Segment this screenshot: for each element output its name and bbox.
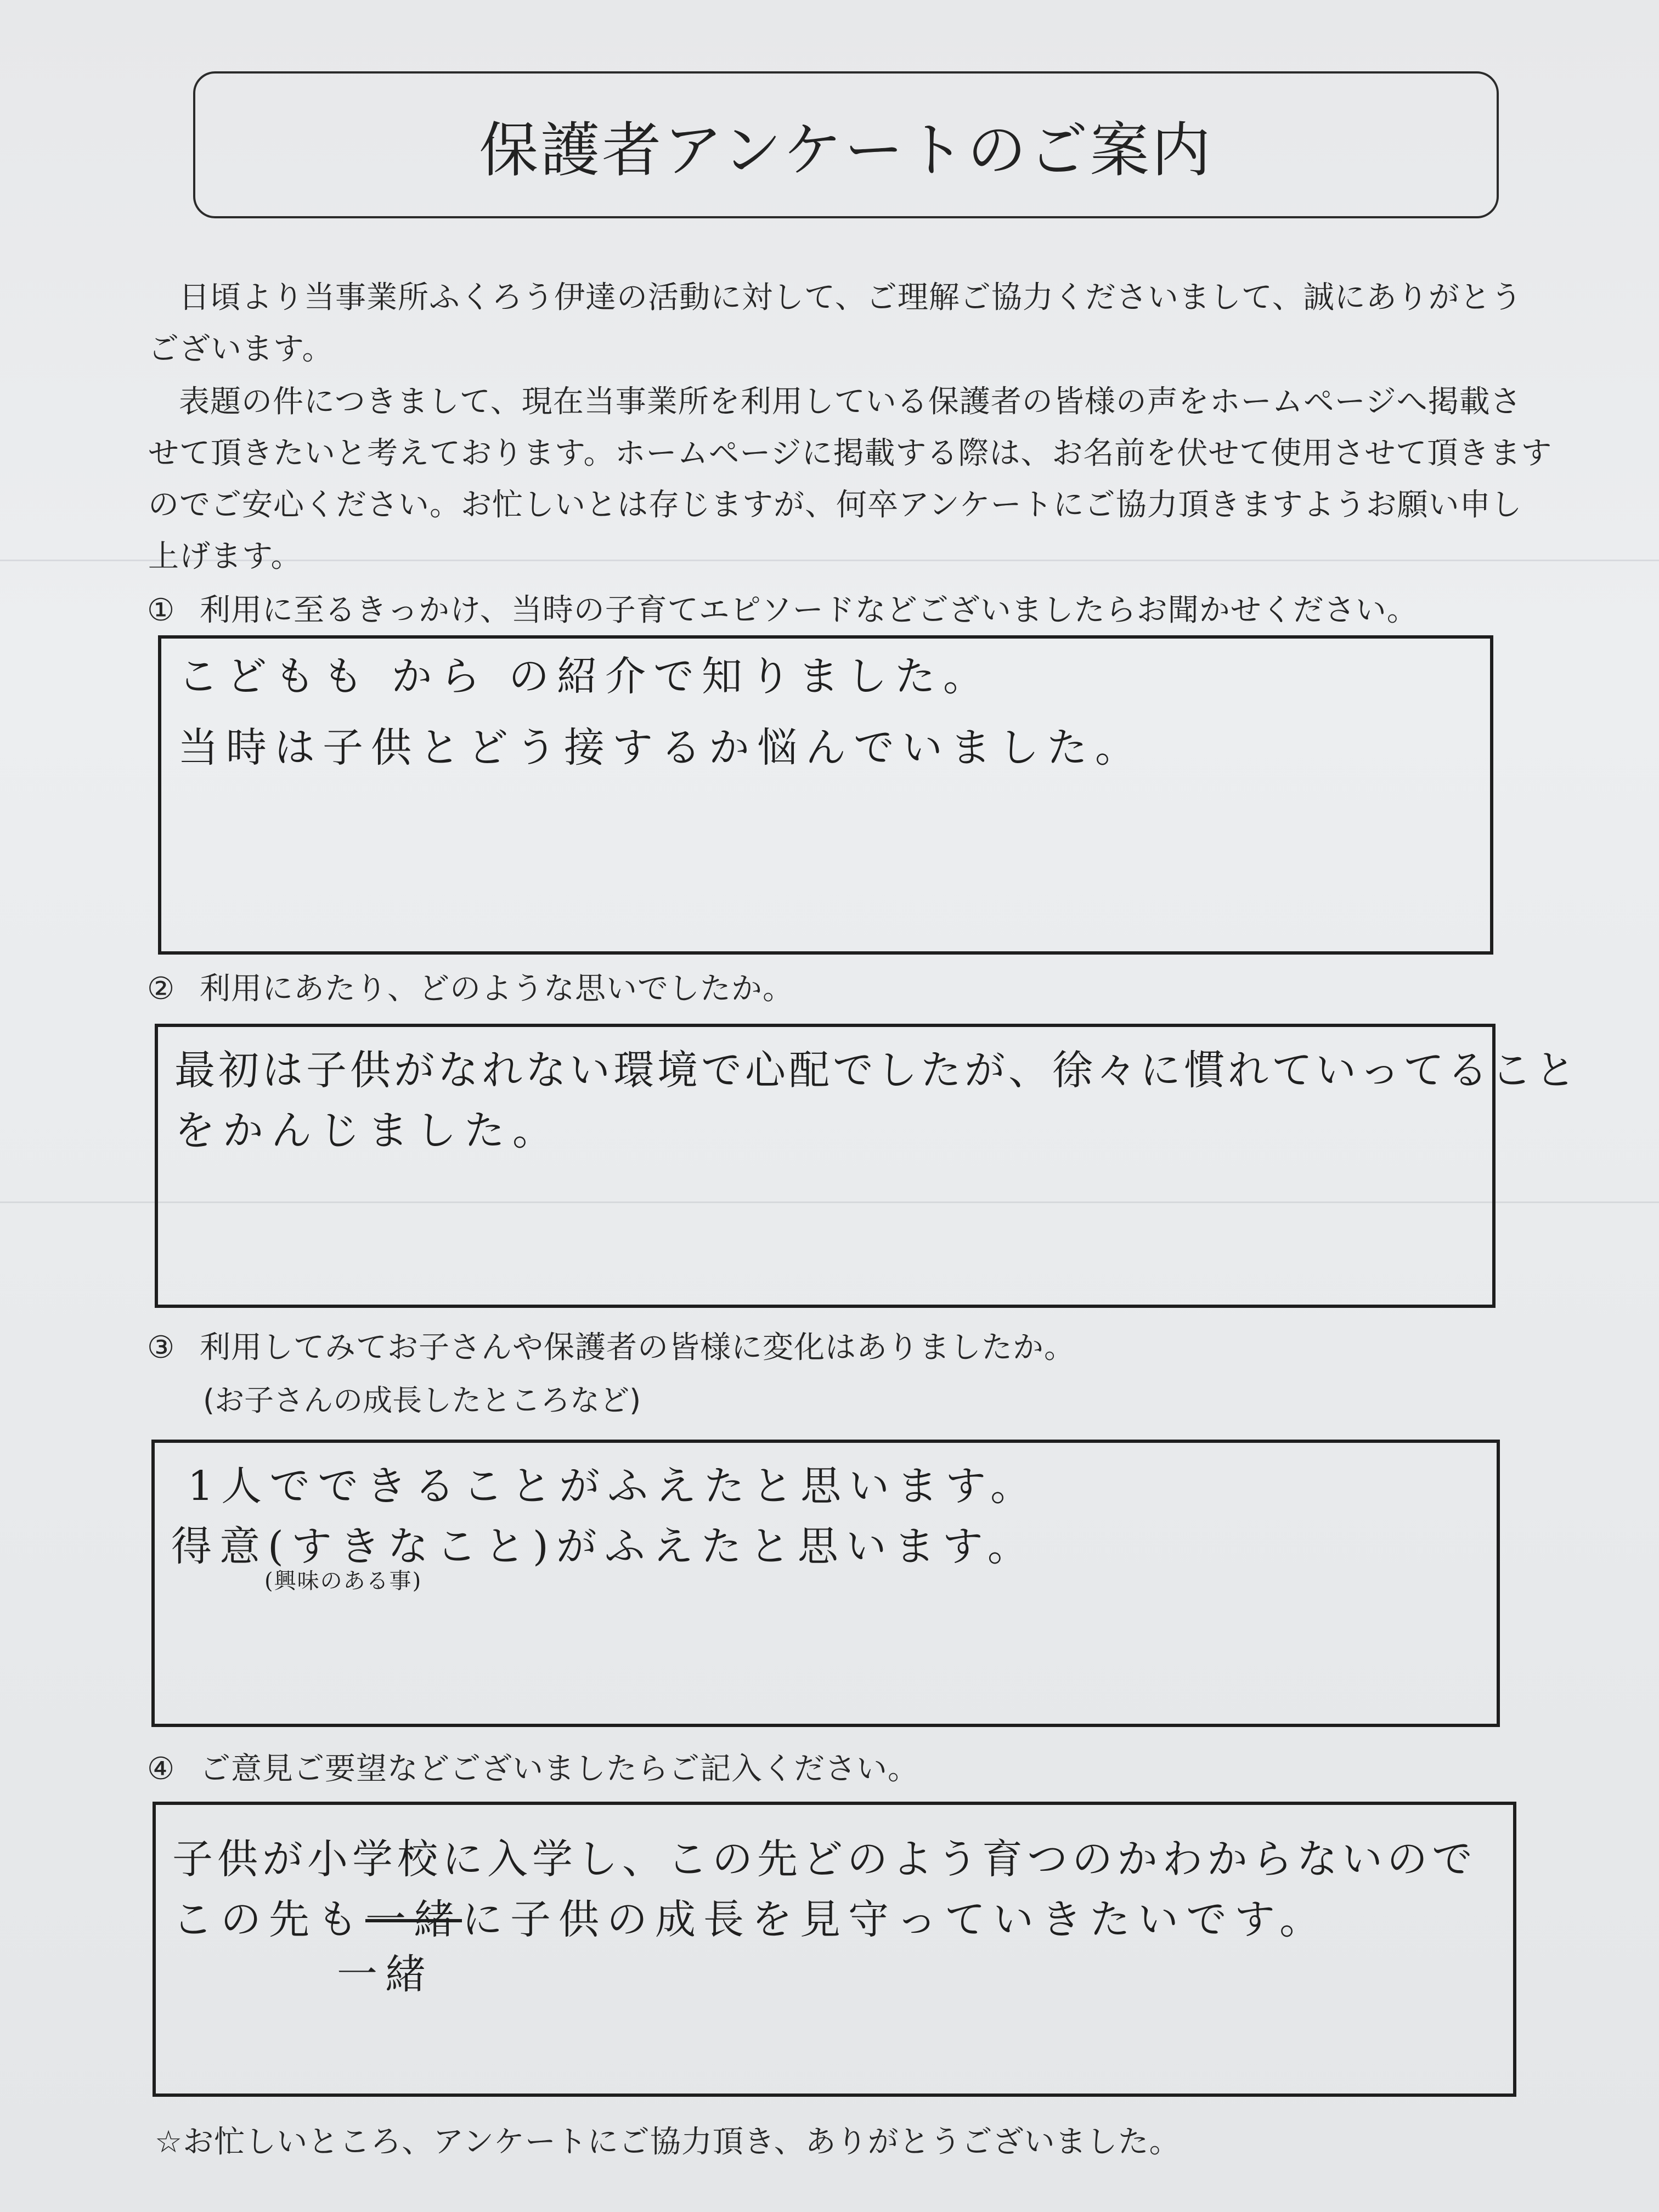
handwritten-line: 当時は子供とどう接するか悩んでいました。 [178,724,1143,771]
question-4 [147,1745,919,1788]
answer-box-2[interactable] [155,1024,1579,1308]
title-box [193,71,1499,218]
question-number: ④ [147,1751,176,1787]
handwritten-fragment: この先も [172,1896,365,1943]
handwritten-fragment: に子供の成長を見守っていきたいです。 [462,1896,1328,1943]
question-text: 利用に至るきっかけ、当時の子育てエピソードなどございましたらお聞かせください。 [200,592,1418,628]
footer-thanks: ☆お忙しいところ、アンケートにご協力頂き、ありがとうございました。 [155,2124,1181,2160]
question-1 [147,586,1418,630]
question-number: ③ [147,1330,176,1365]
handwritten-line: 最初は子供がなれない環境で心配でしたが、徐々に慣れていってること [174,1047,1579,1094]
question-number: ① [147,592,176,628]
handwritten-line: 得意(すきなこと)がふえたと思います。 [171,1523,1036,1570]
question-number: ② [147,971,176,1007]
question-text: 利用にあたり、どのような思いでしたか。 [200,971,794,1007]
answer-box-1[interactable] [158,635,1493,955]
intro-paragraph-1: 日頃より当事業所ふくろう伊達の活動に対して、ご理解ご協力くださいまして、誠にありがとうございます。 [148,280,1522,367]
struck-word: 一緒 [365,1896,462,1943]
page-title: 保護者アンケートのご案内 [479,116,1213,185]
question-3-note: (お子さんの成長したところなど) [203,1383,641,1418]
answer-box-4[interactable] [153,1802,1516,2097]
handwritten-correction: 一緒 [337,1951,433,1998]
answer-box-3[interactable] [151,1440,1500,1727]
handwritten-line: をかんじました。 [174,1107,561,1154]
handwritten-line: 子供が小学校に入学し、この先どのよう育つのかわからないので [172,1836,1477,1883]
handwritten-annotation: (興味のある事) [264,1568,422,1594]
handwritten-line [172,1887,1328,1945]
question-text: 利用してみてお子さんや保護者の皆様に変化はありましたか。 [200,1330,1075,1365]
question-text: ご意見ご要望などございましたらご記入ください。 [200,1751,919,1787]
question-2 [147,964,794,1008]
handwritten-line: 1人でできることがふえたと思います。 [188,1463,1039,1510]
question-3 [147,1323,1075,1367]
intro-paragraph-2: 表題の件につきまして、現在当事業所を利用している保護者の皆様の声をホームページへ掲載させて頂きたいと考えております。ホームページに掲載する際は、お名前を伏せて使用させて頂きますのでご安心ください。お忙しいとは存じますが、何卒アンケートにご協力頂きますようお願い申し上げます。 [148,384,1553,574]
handwritten-line: こどもも から の紹介で知りました。 [178,653,992,700]
